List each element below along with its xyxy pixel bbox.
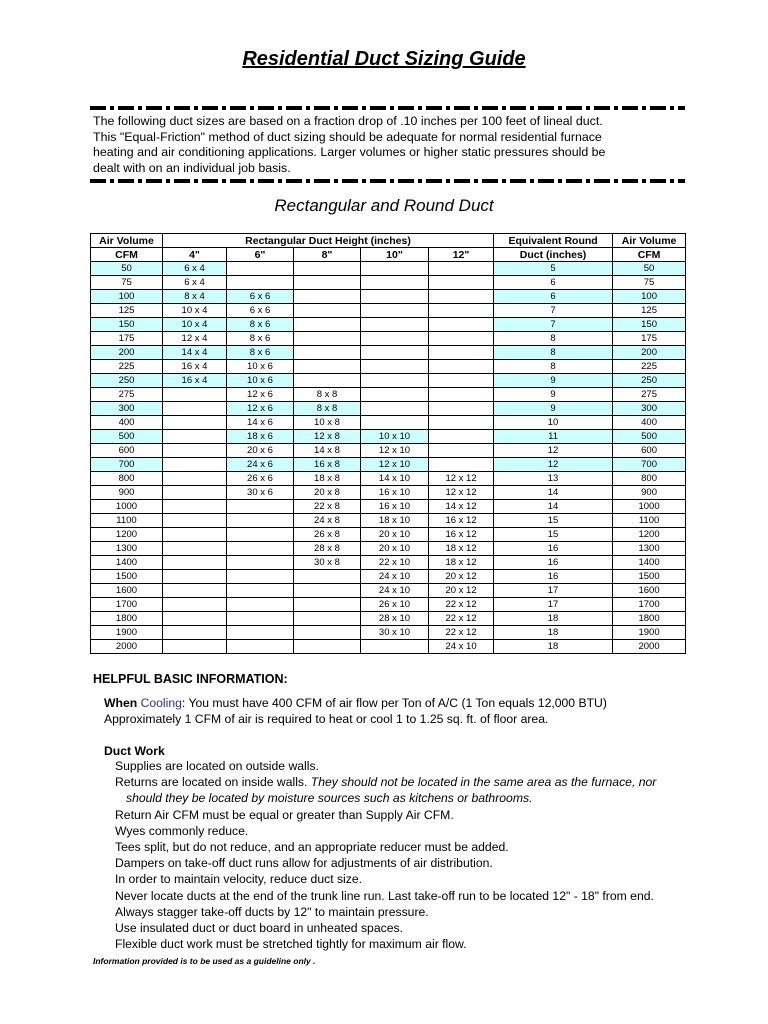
table-cell [294, 304, 361, 318]
table-row [91, 430, 686, 444]
table-row [91, 304, 686, 318]
table-cell: 10 x 10 [361, 430, 429, 444]
table-cell: 9 [494, 374, 613, 388]
table-cell: 150 [613, 318, 686, 332]
table-cell [429, 290, 494, 304]
table-cell: 9 [494, 402, 613, 416]
table-cell [361, 304, 429, 318]
table-cell: 16 [494, 570, 613, 584]
list-item: Dampers on take-off duct runs allow for adjustments of air distribution. [115, 856, 493, 871]
table-cell: 24 x 6 [227, 458, 294, 472]
when-label: When [104, 696, 138, 710]
col-header-cfm-right: CFM [613, 248, 686, 262]
col-header-12in: 12" [429, 248, 494, 262]
intro-paragraph [93, 114, 683, 176]
table-cell [294, 570, 361, 584]
table-cell: 16 x 12 [429, 528, 494, 542]
table-cell: 10 x 8 [294, 416, 361, 430]
table-cell [294, 290, 361, 304]
table-cell [361, 640, 429, 654]
table-cell: 8 [494, 332, 613, 346]
table-cell: 26 x 6 [227, 472, 294, 486]
table-cell: 1800 [91, 612, 163, 626]
table-cell: 18 x 12 [429, 556, 494, 570]
table-cell: 1800 [613, 612, 686, 626]
list-item: Return Air CFM must be equal or greater than Supply Air CFM. [115, 807, 454, 822]
table-row [91, 360, 686, 374]
table-cell: 12 x 10 [361, 444, 429, 458]
table-cell: 14 [494, 486, 613, 500]
col-header-cfm: CFM [91, 248, 163, 262]
table-row [91, 500, 686, 514]
table-cell [294, 640, 361, 654]
col-header-4in: 4" [163, 248, 227, 262]
table-cell: 20 x 10 [361, 542, 429, 556]
col-header-round-inches: Duct (inches) [494, 248, 613, 262]
table-cell: 26 x 8 [294, 528, 361, 542]
table-cell: 22 x 12 [429, 626, 494, 640]
table-row [91, 584, 686, 598]
table-cell [294, 584, 361, 598]
table-cell [429, 332, 494, 346]
table-cell [227, 528, 294, 542]
table-cell: 1400 [613, 556, 686, 570]
table-row [91, 598, 686, 612]
table-cell: 100 [613, 290, 686, 304]
table-cell: 8 x 6 [227, 318, 294, 332]
table-cell [163, 542, 227, 556]
table-cell: 15 [494, 528, 613, 542]
table-cell: 600 [613, 444, 686, 458]
table-cell [361, 416, 429, 430]
table-cell: 20 x 6 [227, 444, 294, 458]
table-cell: 1600 [613, 584, 686, 598]
table-cell: 30 x 10 [361, 626, 429, 640]
table-cell: 1300 [91, 542, 163, 556]
table-cell: 10 [494, 416, 613, 430]
table-cell: 14 x 4 [163, 346, 227, 360]
table-cell [361, 346, 429, 360]
table-cell: 1700 [613, 598, 686, 612]
table-cell [361, 388, 429, 402]
col-header-air-volume-right: Air Volume [613, 234, 686, 248]
table-cell: 10 x 6 [227, 360, 294, 374]
table-cell: 800 [613, 472, 686, 486]
table-cell: 1900 [91, 626, 163, 640]
table-row [91, 416, 686, 430]
table-cell: 14 x 10 [361, 472, 429, 486]
table-cell: 14 x 6 [227, 416, 294, 430]
table-cell: 1500 [613, 570, 686, 584]
table-cell [163, 458, 227, 472]
table-cell: 16 x 4 [163, 360, 227, 374]
table-cell [163, 612, 227, 626]
table-cell [163, 430, 227, 444]
table-cell [361, 318, 429, 332]
table-cell: 8 [494, 346, 613, 360]
table-cell: 200 [91, 346, 163, 360]
table-cell [429, 360, 494, 374]
page-title: Residential Duct Sizing Guide [242, 48, 526, 70]
table-cell: 75 [613, 276, 686, 290]
table-cell [294, 626, 361, 640]
table-cell: 6 x 6 [227, 290, 294, 304]
table-cell: 500 [613, 430, 686, 444]
table-cell [429, 374, 494, 388]
col-header-6in: 6" [227, 248, 294, 262]
table-cell: 20 x 12 [429, 584, 494, 598]
table-cell: 11 [494, 430, 613, 444]
table-cell: 1400 [91, 556, 163, 570]
table-cell: 24 x 8 [294, 514, 361, 528]
table-cell: 16 x 10 [361, 486, 429, 500]
list-item: Never locate ducts at the end of the trunk line run. Last take-off run to be located 12" - 18" from end. [115, 888, 654, 903]
table-cell: 18 x 12 [429, 542, 494, 556]
table-cell: 12 x 10 [361, 458, 429, 472]
table-cell: 22 x 12 [429, 612, 494, 626]
table-cell: 16 x 12 [429, 514, 494, 528]
table-cell: 400 [91, 416, 163, 430]
table-cell [227, 598, 294, 612]
table-cell: 250 [613, 374, 686, 388]
table-cell: 14 x 8 [294, 444, 361, 458]
table-cell [429, 388, 494, 402]
table-cell: 16 [494, 542, 613, 556]
table-cell: 5 [494, 262, 613, 276]
table-cell: 400 [613, 416, 686, 430]
table-cell [227, 612, 294, 626]
table-cell: 18 [494, 626, 613, 640]
table-cell: 28 x 8 [294, 542, 361, 556]
table-cell: 2000 [613, 640, 686, 654]
divider-bottom [90, 179, 685, 183]
table-cell [227, 584, 294, 598]
table-cell [163, 528, 227, 542]
table-cell [163, 472, 227, 486]
table-cell: 20 x 10 [361, 528, 429, 542]
table-cell: 12 [494, 444, 613, 458]
table-cell: 8 x 4 [163, 290, 227, 304]
footnote: Information provided is to be used as a guideline only . [93, 956, 316, 966]
divider-top [90, 106, 685, 110]
table-cell: 24 x 10 [429, 640, 494, 654]
cooling-line [104, 695, 607, 711]
table-cell: 175 [91, 332, 163, 346]
table-cell: 12 x 12 [429, 472, 494, 486]
table-row [91, 388, 686, 402]
table-cell: 30 x 8 [294, 556, 361, 570]
approx-line: Approximately 1 CFM of air is required to heat or cool 1 to 1.25 sq. ft. of floor area. [104, 712, 549, 726]
table-row [91, 612, 686, 626]
table-cell [294, 598, 361, 612]
table-cell [163, 584, 227, 598]
table-cell: 14 x 12 [429, 500, 494, 514]
table-row [91, 542, 686, 556]
table-cell: 900 [613, 486, 686, 500]
table-cell: 1100 [613, 514, 686, 528]
table-title: Rectangular and Round Duct [274, 196, 494, 215]
table-cell [361, 262, 429, 276]
table-cell: 225 [613, 360, 686, 374]
table-cell: 800 [91, 472, 163, 486]
table-cell [227, 514, 294, 528]
list-item: Supplies are located on outside walls. [115, 759, 319, 773]
table-cell: 6 x 6 [227, 304, 294, 318]
table-cell: 16 x 4 [163, 374, 227, 388]
table-cell: 12 x 12 [429, 486, 494, 500]
table-cell: 200 [613, 346, 686, 360]
table-cell [163, 402, 227, 416]
table-cell: 1300 [613, 542, 686, 556]
table-cell: 8 x 8 [294, 388, 361, 402]
table-cell: 22 x 12 [429, 598, 494, 612]
table-cell: 1000 [613, 500, 686, 514]
table-row [91, 458, 686, 472]
table-cell [361, 276, 429, 290]
table-cell: 24 x 10 [361, 584, 429, 598]
table-cell [361, 402, 429, 416]
table-cell [163, 640, 227, 654]
list-item: should they be located by moisture sources such as kitchens or bathrooms. [126, 791, 533, 806]
table-row [91, 570, 686, 584]
cooling-label: Cooling [140, 696, 182, 710]
table-cell: 1900 [613, 626, 686, 640]
list-item: Flexible duct work must be stretched tightly for maximum air flow. [115, 937, 467, 952]
table-cell [294, 360, 361, 374]
table-row [91, 318, 686, 332]
list-item: Tees split, but do not reduce, and an appropriate reducer must be added. [115, 840, 509, 855]
table-cell [163, 500, 227, 514]
table-cell: 300 [91, 402, 163, 416]
helpful-heading: HELPFUL BASIC INFORMATION: [93, 672, 288, 686]
col-header-8in: 8" [294, 248, 361, 262]
table-cell [227, 500, 294, 514]
col-header-air-volume: Air Volume [91, 234, 163, 248]
table-cell [163, 514, 227, 528]
table-cell: 50 [613, 262, 686, 276]
table-cell: 1000 [91, 500, 163, 514]
table-cell: 13 [494, 472, 613, 486]
col-header-rect-group: Rectangular Duct Height (inches) [163, 234, 494, 248]
table-cell [294, 374, 361, 388]
table-cell: 17 [494, 584, 613, 598]
table-cell: 100 [91, 290, 163, 304]
table-cell [361, 374, 429, 388]
table-cell: 16 x 8 [294, 458, 361, 472]
table-cell: 6 x 4 [163, 262, 227, 276]
table-cell: 175 [613, 332, 686, 346]
table-row [91, 402, 686, 416]
table-row [91, 374, 686, 388]
table-cell: 6 [494, 276, 613, 290]
table-cell: 250 [91, 374, 163, 388]
table-cell: 700 [613, 458, 686, 472]
table-row [91, 332, 686, 346]
table-cell: 18 x 8 [294, 472, 361, 486]
table-cell [429, 402, 494, 416]
table-cell: 16 [494, 556, 613, 570]
table-cell: 6 x 4 [163, 276, 227, 290]
table-cell [163, 388, 227, 402]
col-header-round: Equivalent Round [494, 234, 613, 248]
table-cell: 1200 [613, 528, 686, 542]
table-row [91, 276, 686, 290]
returns-note: They should not be located in the same area as the furnace, nor [310, 775, 657, 790]
table-cell [429, 458, 494, 472]
table-cell: 75 [91, 276, 163, 290]
table-cell [294, 346, 361, 360]
table-row [91, 556, 686, 570]
table-cell: 12 x 6 [227, 402, 294, 416]
table-cell: 8 x 6 [227, 346, 294, 360]
table-cell: 300 [613, 402, 686, 416]
table-cell: 7 [494, 304, 613, 318]
table-cell: 12 x 4 [163, 332, 227, 346]
list-item [115, 774, 656, 790]
table-cell: 22 x 10 [361, 556, 429, 570]
intro-line: dealt with on an individual job basis. [93, 160, 291, 175]
table-cell: 10 x 6 [227, 374, 294, 388]
cooling-text: : You must have 400 CFM of air flow per Ton of A/C (1 Ton equals 12,000 BTU) [181, 696, 607, 710]
duct-size-table [90, 233, 686, 654]
table-cell [227, 276, 294, 290]
table-cell: 1100 [91, 514, 163, 528]
table-cell: 17 [494, 598, 613, 612]
table-cell: 275 [91, 388, 163, 402]
table-cell [361, 332, 429, 346]
table-cell [429, 276, 494, 290]
table-cell: 28 x 10 [361, 612, 429, 626]
table-cell [429, 416, 494, 430]
table-cell [163, 570, 227, 584]
table-cell [429, 262, 494, 276]
table-cell: 7 [494, 318, 613, 332]
table-row [91, 626, 686, 640]
table-cell: 700 [91, 458, 163, 472]
table-cell: 12 x 8 [294, 430, 361, 444]
table-cell: 10 x 4 [163, 304, 227, 318]
table-cell: 50 [91, 262, 163, 276]
table-cell [227, 556, 294, 570]
table-cell [227, 542, 294, 556]
intro-line: This "Equal-Friction" method of duct sizing should be adequate for normal residential furnace [93, 129, 602, 144]
table-cell [163, 556, 227, 570]
duct-work-list [115, 758, 656, 952]
table-cell [163, 444, 227, 458]
returns-text: Returns are located on inside walls. [115, 775, 308, 790]
table-cell: 26 x 10 [361, 598, 429, 612]
table-cell: 1500 [91, 570, 163, 584]
table-cell: 600 [91, 444, 163, 458]
table-row [91, 262, 686, 276]
table-row [91, 290, 686, 304]
table-cell: 18 [494, 612, 613, 626]
table-cell [163, 486, 227, 500]
table-cell: 10 x 4 [163, 318, 227, 332]
table-cell [294, 276, 361, 290]
table-cell: 16 x 10 [361, 500, 429, 514]
table-cell [429, 430, 494, 444]
table-row [91, 444, 686, 458]
table-cell: 18 x 10 [361, 514, 429, 528]
table-cell: 1700 [91, 598, 163, 612]
duct-work-heading: Duct Work [104, 744, 165, 758]
table-cell: 8 x 6 [227, 332, 294, 346]
intro-line: The following duct sizes are based on a fraction drop of .10 inches per 100 feet of lineal duct. [93, 114, 603, 128]
table-cell: 2000 [91, 640, 163, 654]
table-cell: 22 x 8 [294, 500, 361, 514]
table-cell [227, 626, 294, 640]
table-row [91, 528, 686, 542]
table-row [91, 346, 686, 360]
table-cell [163, 626, 227, 640]
table-cell: 14 [494, 500, 613, 514]
table-cell [294, 262, 361, 276]
table-row [91, 486, 686, 500]
table-cell [294, 332, 361, 346]
table-cell [163, 416, 227, 430]
table-cell [361, 290, 429, 304]
table-cell: 125 [91, 304, 163, 318]
table-cell [429, 346, 494, 360]
table-cell: 8 [494, 360, 613, 374]
table-cell: 18 x 6 [227, 430, 294, 444]
table-cell: 12 x 6 [227, 388, 294, 402]
table-cell [429, 444, 494, 458]
table-cell [227, 262, 294, 276]
table-cell [227, 570, 294, 584]
table-cell: 6 [494, 290, 613, 304]
table-cell: 125 [613, 304, 686, 318]
table-cell: 500 [91, 430, 163, 444]
table-cell [429, 304, 494, 318]
table-cell: 225 [91, 360, 163, 374]
table-row [91, 640, 686, 654]
intro-line: heating and air conditioning applications. Larger volumes or higher static pressures should be [93, 145, 606, 159]
table-cell [361, 360, 429, 374]
table-cell: 20 x 12 [429, 570, 494, 584]
list-item: Always stagger take-off ducts by 12" to maintain pressure. [115, 904, 429, 919]
table-cell: 8 x 8 [294, 402, 361, 416]
list-item: Use insulated duct or duct board in unheated spaces. [115, 921, 403, 936]
table-cell: 20 x 8 [294, 486, 361, 500]
list-item: Wyes commonly reduce. [115, 823, 249, 838]
table-cell: 1600 [91, 584, 163, 598]
table-cell: 900 [91, 486, 163, 500]
table-cell: 12 [494, 458, 613, 472]
table-cell: 24 x 10 [361, 570, 429, 584]
table-cell: 9 [494, 388, 613, 402]
table-cell [163, 598, 227, 612]
table-row [91, 514, 686, 528]
table-cell [227, 640, 294, 654]
table-cell: 30 x 6 [227, 486, 294, 500]
table-cell [294, 318, 361, 332]
table-cell: 275 [613, 388, 686, 402]
table-cell: 150 [91, 318, 163, 332]
table-cell: 15 [494, 514, 613, 528]
col-header-10in: 10" [361, 248, 429, 262]
list-item: In order to maintain velocity, reduce duct size. [115, 872, 363, 887]
table-row [91, 472, 686, 486]
table-cell: 18 [494, 640, 613, 654]
table-cell [294, 612, 361, 626]
table-cell: 1200 [91, 528, 163, 542]
table-cell [429, 318, 494, 332]
